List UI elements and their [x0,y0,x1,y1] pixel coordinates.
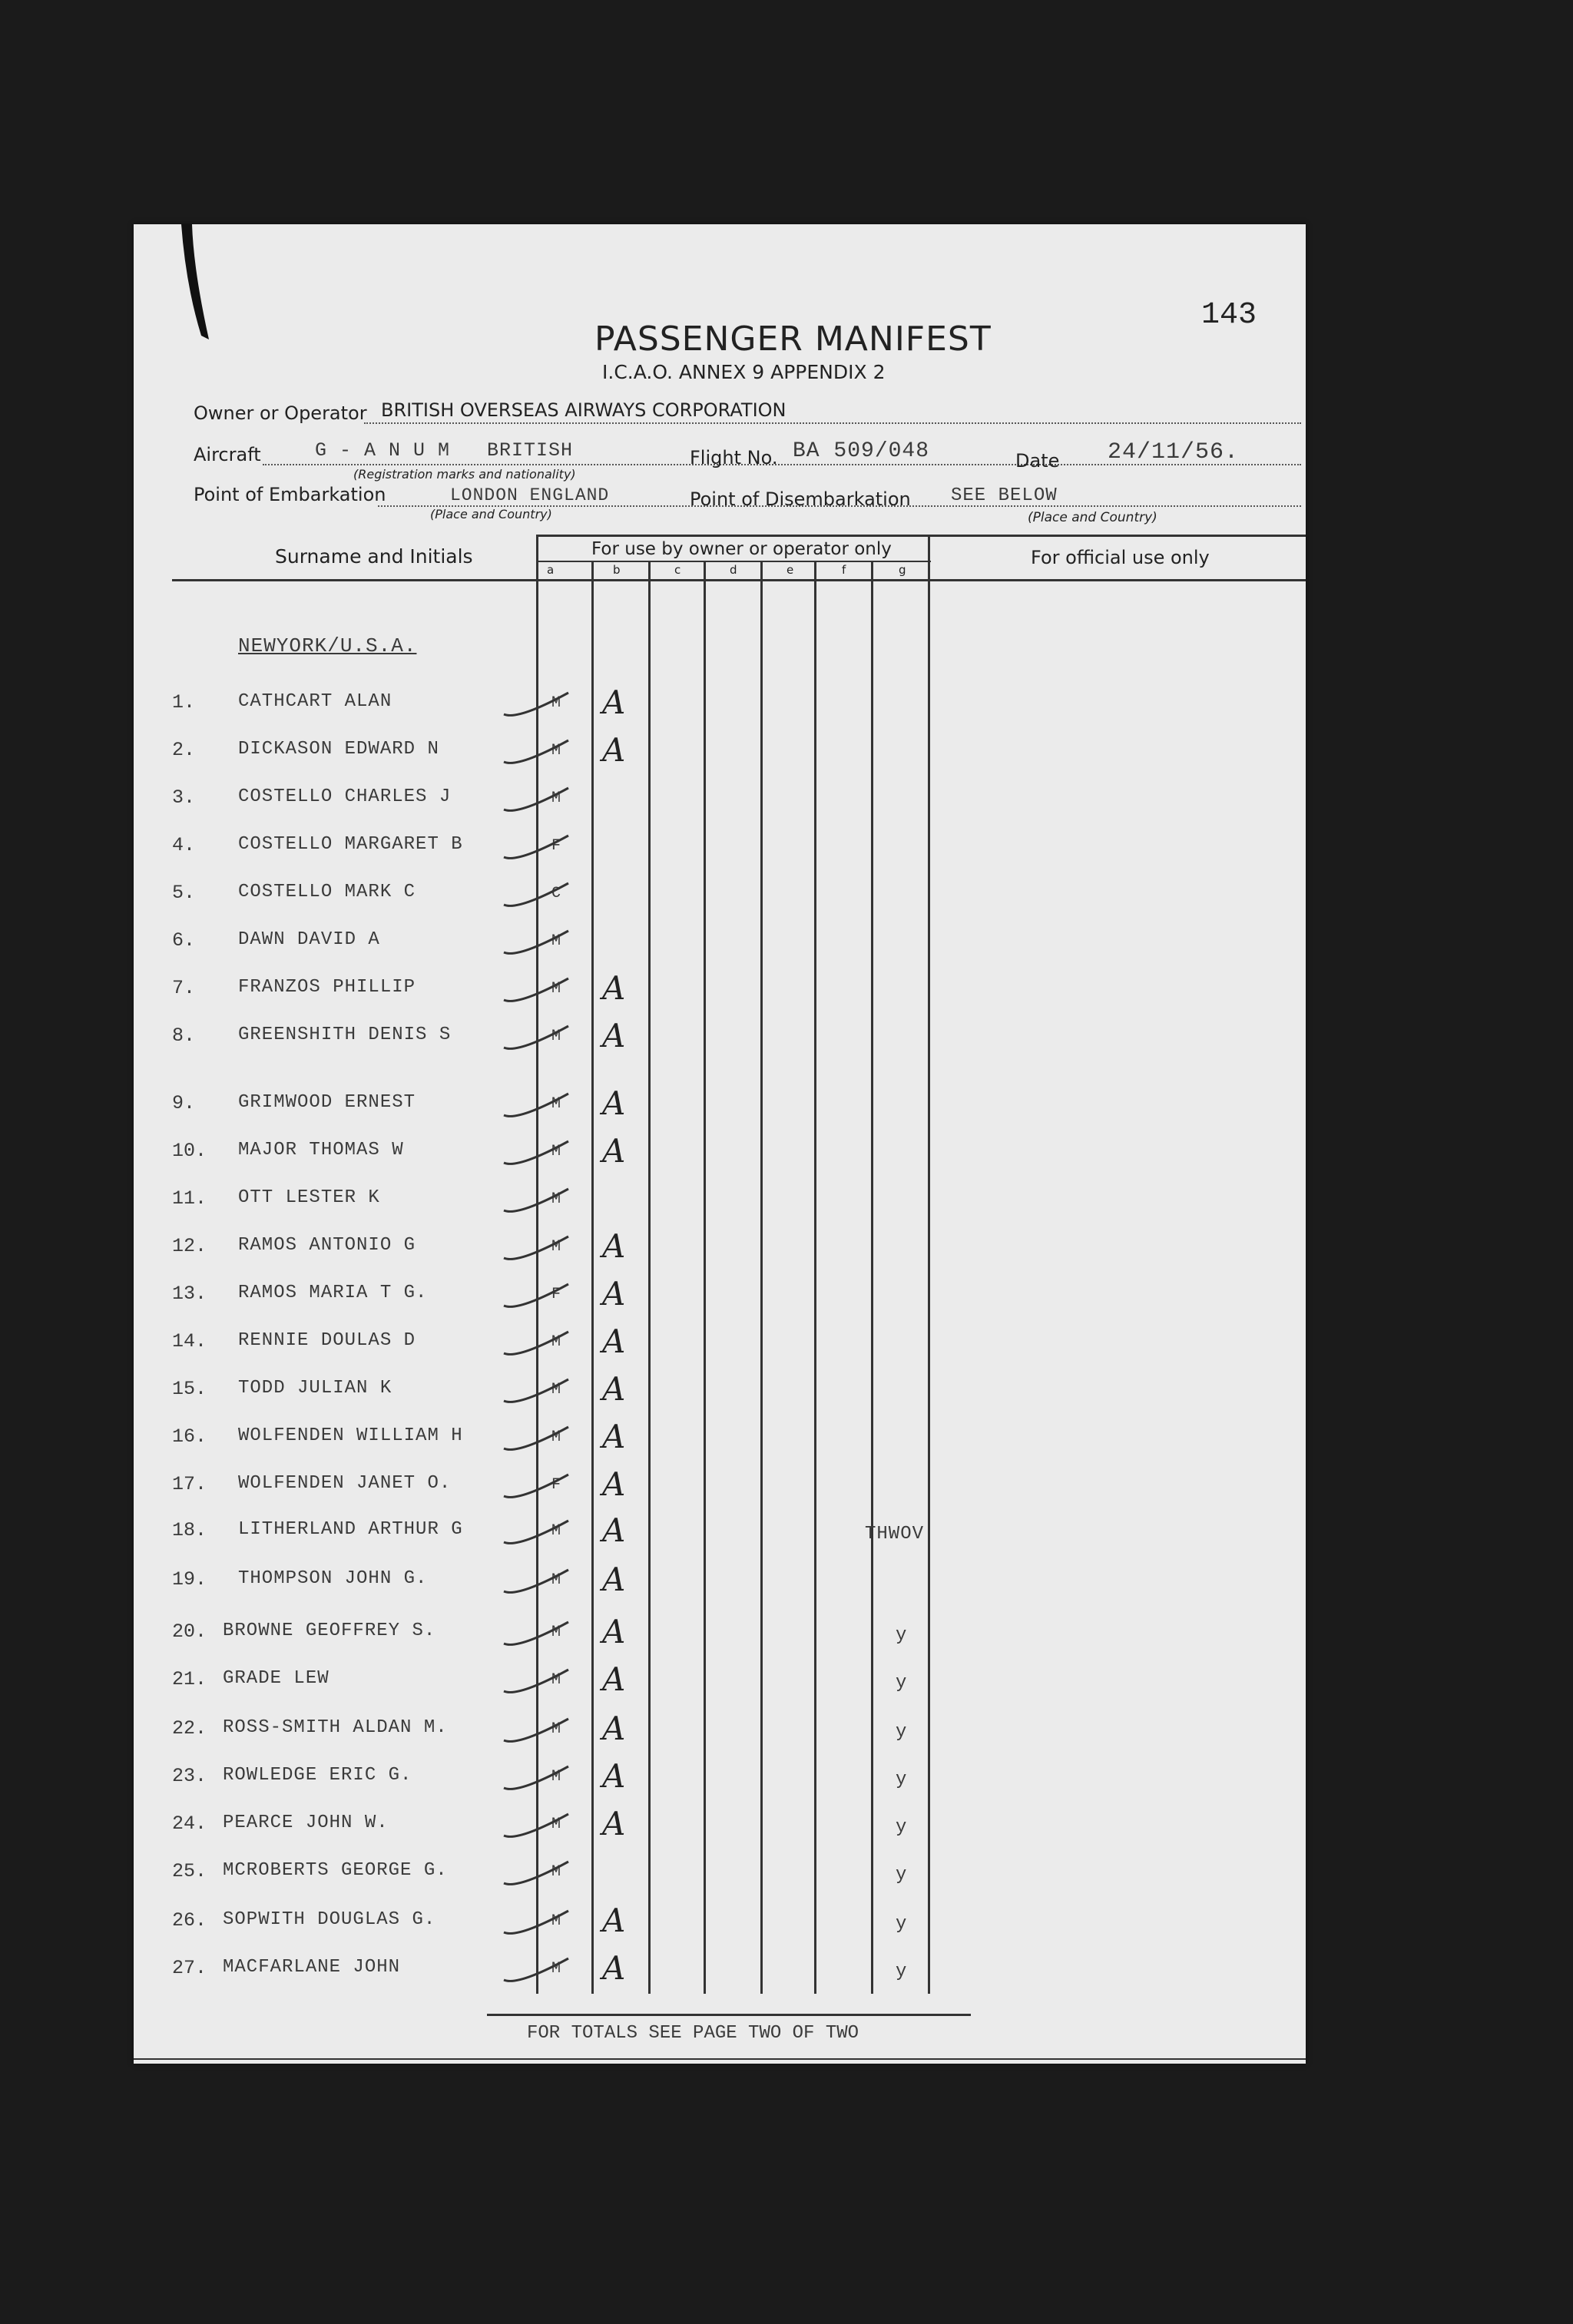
passenger-number: 3. [172,786,196,809]
handwritten-mark: A [602,1084,626,1122]
aircraft-caption: (Registration marks and nationality) [353,467,576,482]
col-surname-header: Surname and Initials [275,545,473,568]
handwritten-mark: A [602,1323,626,1360]
manifest-page [134,224,1306,2064]
check-mark [504,1719,568,1741]
passenger-sex: M [551,1624,562,1641]
check-mark [504,1475,568,1497]
passenger-sex: M [551,1381,562,1399]
date-value: 24/11/56. [1108,439,1240,465]
handwritten-mark: A [602,1227,626,1265]
passenger-number: 6. [172,929,196,952]
check-mark [504,1766,568,1789]
passenger-number: 16. [172,1425,207,1448]
check-mark [504,931,568,953]
passenger-number: 12. [172,1235,207,1257]
passenger-sex: M [551,1095,562,1113]
destination-heading: NEWYORK/U.S.A. [238,634,417,657]
passenger-number: 20. [172,1621,207,1643]
passenger-number: 23. [172,1765,207,1787]
passenger-name: MACFARLANE JOHN [223,1957,401,1978]
passenger-name: TODD JULIAN K [238,1378,392,1399]
subcol-g: g [899,563,906,577]
passenger-name: BROWNE GEOFFREY S. [223,1621,436,1641]
document-subtitle: I.C.A.O. ANNEX 9 APPENDIX 2 [602,361,886,383]
official-note: y [896,1625,908,1646]
handwritten-mark: A [602,1418,626,1455]
passenger-number: 11. [172,1187,207,1210]
handwritten-mark: A [602,1275,626,1313]
handwritten-mark: A [602,1949,626,1987]
passenger-number: 9. [172,1092,196,1114]
passenger-number: 15. [172,1378,207,1400]
check-mark [504,788,568,810]
passenger-name: ROSS-SMITH ALDAN M. [223,1717,448,1738]
passenger-number: 14. [172,1330,207,1352]
check-mark [504,1141,568,1164]
aircraft-label: Aircraft [194,444,261,465]
passenger-name: WOLFENDEN JANET O. [238,1473,452,1494]
disembarkation-value: SEE BELOW [951,485,1058,506]
flight-value: BA 509/048 [793,439,930,463]
passenger-name: MCROBERTS GEORGE G. [223,1860,448,1881]
official-note: y [896,1914,908,1935]
passenger-sex: M [551,790,562,807]
passenger-name: COSTELLO MARGARET B [238,834,463,855]
check-mark [504,1379,568,1402]
official-note: y [896,1769,908,1790]
check-mark [504,978,568,1001]
check-mark [504,1911,568,1933]
embarkation-value: LONDON ENGLAND [450,485,610,505]
passenger-name: DAWN DAVID A [238,929,380,950]
passenger-name: RENNIE DOULAS D [238,1330,416,1351]
passenger-number: 1. [172,691,196,713]
passenger-number: 22. [172,1717,207,1740]
handwritten-mark: A [602,731,626,769]
check-mark [504,740,568,763]
passenger-sex: M [551,1028,562,1045]
footer-note: FOR TOTALS SEE PAGE TWO OF TWO [527,2023,859,2044]
check-mark [504,1622,568,1644]
passenger-sex: M [551,1863,562,1881]
passenger-number: 8. [172,1025,196,1047]
official-note: y [896,1817,908,1838]
handwritten-mark: A [602,1613,626,1650]
subcol-e: e [786,563,794,577]
check-marks-overlay [134,224,1306,2064]
handwritten-mark: A [602,1805,626,1842]
owner-label: Owner or Operator [194,402,367,424]
official-note: THWOV [865,1524,925,1544]
document-title: PASSENGER MANIFEST [594,319,992,359]
passenger-sex: M [551,1238,562,1256]
passenger-sex: M [551,1522,562,1540]
passenger-name: ROWLEDGE ERIC G. [223,1765,412,1786]
passenger-sex: M [551,694,562,712]
passenger-sex: F [551,837,562,855]
check-mark [504,1958,568,1981]
check-mark [504,1814,568,1836]
passenger-sex: F [551,1476,562,1494]
check-mark [504,693,568,715]
passenger-number: 17. [172,1473,207,1495]
passenger-name: COSTELLO MARK C [238,882,416,902]
passenger-name: MAJOR THOMAS W [238,1140,404,1160]
official-note: y [896,1865,908,1885]
passenger-sex: M [551,1333,562,1351]
passenger-number: 21. [172,1668,207,1690]
passenger-name: RAMOS ANTONIO G [238,1235,416,1256]
check-mark [504,1862,568,1884]
col-official-header: For official use only [1031,547,1210,568]
passenger-name: WOLFENDEN WILLIAM H [238,1425,463,1446]
passenger-name: DICKASON EDWARD N [238,739,439,760]
passenger-name: COSTELLO CHARLES J [238,786,452,807]
handwritten-mark: A [602,969,626,1007]
check-mark [504,1284,568,1306]
passenger-sex: M [551,1571,562,1589]
passenger-sex: M [551,1671,562,1689]
handwritten-mark: A [602,1370,626,1408]
passenger-name: GRADE LEW [223,1668,330,1689]
passenger-sex: F [551,1286,562,1303]
passenger-number: 4. [172,834,196,856]
passenger-number: 13. [172,1283,207,1305]
passenger-number: 25. [172,1860,207,1882]
passenger-number: 2. [172,739,196,761]
scan-mark-image [178,224,217,347]
passenger-name: THOMPSON JOHN G. [238,1568,428,1589]
handwritten-mark: A [602,1757,626,1795]
passenger-number: 26. [172,1909,207,1932]
passenger-name: FRANZOS PHILLIP [238,977,416,998]
check-mark [504,883,568,905]
handwritten-mark: A [602,1465,626,1503]
passenger-name: SOPWITH DOUGLAS G. [223,1909,436,1930]
check-mark [504,1427,568,1449]
passenger-sex: M [551,1912,562,1930]
subcol-f: f [842,563,846,577]
passenger-number: 24. [172,1813,207,1835]
date-label: Date [1015,450,1060,472]
passenger-name: RAMOS MARIA T G. [238,1283,428,1303]
official-note: y [896,1673,908,1693]
official-note: y [896,1722,908,1743]
embarkation-caption: (Place and Country) [430,507,552,521]
passenger-sex: M [551,1428,562,1446]
check-mark [504,1332,568,1354]
disembarkation-caption: (Place and Country) [1028,510,1157,525]
passenger-name: PEARCE JOHN W. [223,1813,389,1833]
handwritten-mark: A [602,1561,626,1598]
passenger-number: 18. [172,1519,207,1541]
page-bottom-rule [134,2058,1306,2060]
passenger-sex: M [551,1816,562,1833]
check-mark [504,1094,568,1116]
subcol-c: c [674,563,681,577]
passenger-sex: M [551,742,562,760]
handwritten-mark: A [602,1660,626,1698]
handwritten-mark: A [602,1710,626,1747]
subcol-a: a [547,563,555,577]
passenger-number: 27. [172,1957,207,1979]
passenger-name: OTT LESTER K [238,1187,380,1208]
check-mark [504,1189,568,1211]
handwritten-mark: A [602,684,626,721]
passenger-name: GRIMWOOD ERNEST [238,1092,416,1113]
check-mark [504,1236,568,1259]
passenger-number: 5. [172,882,196,904]
passenger-sex: M [551,1143,562,1160]
page-number: 143 [1201,298,1257,333]
col-owner-header: For use by owner or operator only [591,539,892,559]
check-mark [504,1521,568,1543]
handwritten-mark: A [602,1902,626,1939]
owner-value: BRITISH OVERSEAS AIRWAYS CORPORATION [381,399,786,421]
handwritten-mark: A [602,1511,626,1549]
passenger-number: 19. [172,1568,207,1591]
aircraft-value: G - A N U M BRITISH [315,439,574,462]
passenger-number: 10. [172,1140,207,1162]
subcol-d: d [730,563,737,577]
handwritten-mark: A [602,1017,626,1054]
subcol-b: b [613,563,621,577]
official-note: y [896,1961,908,1982]
handwritten-mark: A [602,1132,626,1170]
flight-label: Flight No. [690,447,778,468]
disembarkation-label: Point of Disembarkation [690,488,911,510]
check-mark [504,1570,568,1592]
passenger-sex: M [551,1190,562,1208]
passenger-name: LITHERLAND ARTHUR G [238,1519,463,1540]
passenger-number: 7. [172,977,196,999]
footer-rule [487,2014,971,2016]
embarkation-label: Point of Embarkation [194,484,386,505]
passenger-name: CATHCART ALAN [238,691,392,712]
check-mark [504,1670,568,1692]
passenger-sex: M [551,932,562,950]
passenger-sex: C [551,885,562,902]
check-mark [504,1026,568,1048]
passenger-sex: M [551,1720,562,1738]
passenger-sex: M [551,1768,562,1786]
check-mark [504,836,568,858]
passenger-sex: M [551,1960,562,1978]
passenger-name: GREENSHITH DENIS S [238,1025,452,1045]
passenger-sex: M [551,980,562,998]
